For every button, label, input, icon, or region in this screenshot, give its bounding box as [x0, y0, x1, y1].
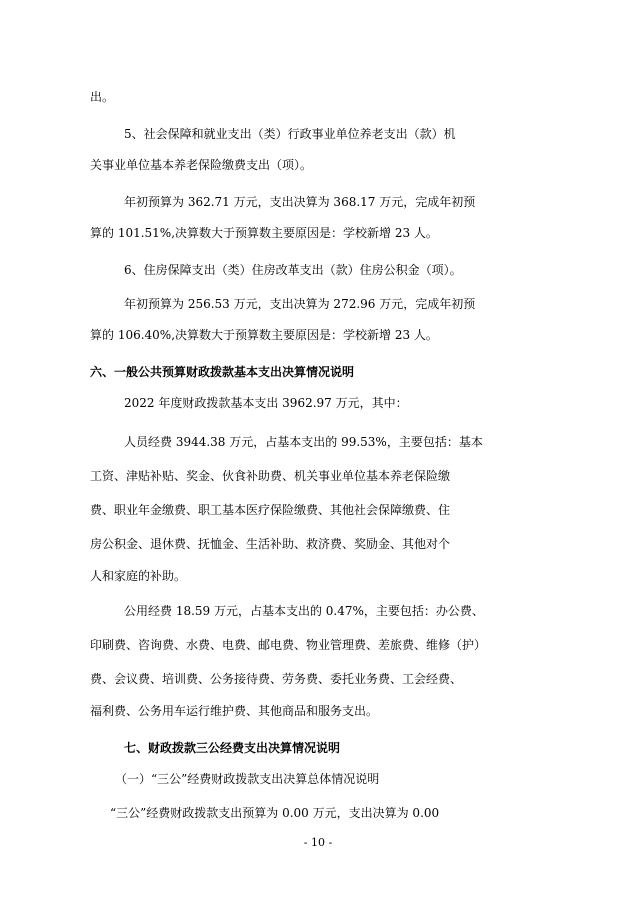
paragraph-line: 福利费、公务用车运行维护费、其他商品和服务支出。 — [90, 704, 379, 718]
paragraph-line: 人员经费 3944.38 万元，占基本支出的 99.53%，主要包括：基本 — [124, 435, 483, 449]
section-heading: 七、财政拨款三公经费支出决算情况说明 — [124, 741, 341, 755]
paragraph-line: 6、住房保障支出（类）住房改革支出（款）住房公积金（项）。 — [124, 263, 462, 277]
paragraph-line: “三公”经费财政拨款支出预算为 0.00 万元，支出决算为 0.00 — [110, 806, 440, 820]
paragraph-line: 算的 101.51%,决算数大于预算数主要原因是：学校新增 23 人。 — [90, 226, 438, 240]
paragraph-line: 年初预算为 362.71 万元，支出决算为 368.17 万元，完成年初预 — [124, 195, 476, 209]
paragraph-line: 印刷费、咨询费、水费、电费、邮电费、物业管理费、差旅费、维修（护） — [90, 638, 487, 652]
paragraph-line: 算的 106.40%,决算数大于预算数主要原因是：学校新增 23 人。 — [90, 328, 438, 342]
subsection-heading: （一）“三公”经费财政拨款支出决算总体情况说明 — [115, 772, 380, 786]
page-number: - 10 - — [303, 836, 333, 849]
paragraph-line: 公用经费 18.59 万元，占基本支出的 0.47%，主要包括：办公费、 — [124, 604, 484, 618]
paragraph-line: 人和家庭的补助。 — [90, 569, 187, 583]
paragraph-line: 费、职业年金缴费、职工基本医疗保险缴费、其他社会保障缴费、住 — [90, 503, 451, 517]
paragraph-line: 关事业单位基本养老保险缴费支出（项）。 — [90, 158, 313, 172]
paragraph-line: 5、社会保障和就业支出（类）行政事业单位养老支出（款）机 — [124, 127, 456, 141]
paragraph-line: 工资、津贴补贴、奖金、伙食补助费、机关事业单位基本养老保险缴 — [90, 469, 451, 483]
paragraph-line: 出。 — [90, 90, 115, 104]
paragraph-line: 2022 年度财政拨款基本支出 3962.97 万元，其中： — [124, 396, 408, 410]
section-heading: 六、一般公共预算财政拨款基本支出决算情况说明 — [90, 365, 355, 379]
paragraph-line: 费、会议费、培训费、公务接待费、劳务费、委托业务费、工会经费、 — [90, 672, 463, 686]
paragraph-line: 年初预算为 256.53 万元，支出决算为 272.96 万元，完成年初预 — [124, 297, 476, 311]
paragraph-line: 房公积金、退休费、抚恤金、生活补助、救济费、奖励金、其他对个 — [90, 537, 451, 551]
